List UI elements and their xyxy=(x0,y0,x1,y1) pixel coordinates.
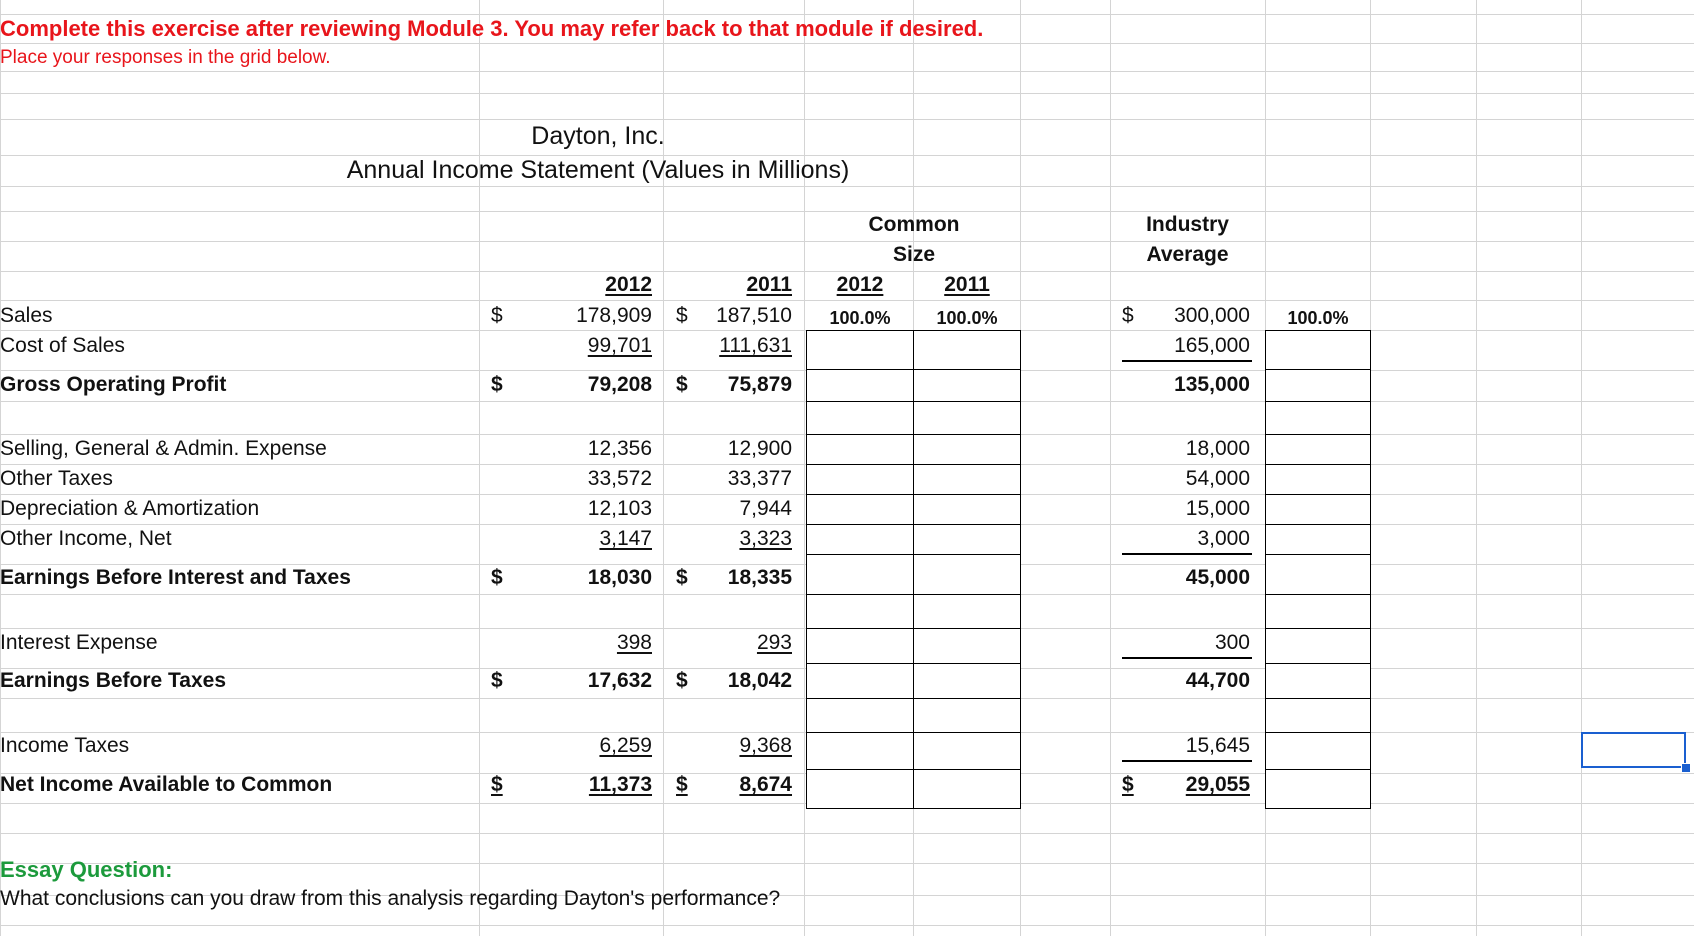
value-ni-2012: 11,373 xyxy=(588,773,652,796)
value-cos-2011: 111,631 xyxy=(719,334,792,357)
header-average: Average xyxy=(1146,243,1229,266)
fill-handle[interactable] xyxy=(1681,763,1691,773)
answer-cell-industry-ebt[interactable] xyxy=(1265,663,1371,699)
currency-sign: $ xyxy=(491,566,503,589)
answer-cell-industry-sga[interactable] xyxy=(1265,434,1371,465)
selected-cell[interactable] xyxy=(1581,732,1686,768)
answer-cell-blank2-2012[interactable] xyxy=(806,594,914,629)
row-label-ebt: Earnings Before Taxes xyxy=(0,669,227,692)
answer-cell-ebit-2011[interactable] xyxy=(913,554,1021,595)
answer-cell-blank3-2011[interactable] xyxy=(913,698,1021,733)
header-common: Common xyxy=(868,213,960,236)
answer-cell-taxes-2011[interactable] xyxy=(913,464,1021,495)
sum-rule xyxy=(1122,760,1252,762)
row-label-sga: Selling, General & Admin. Expense xyxy=(0,437,327,460)
row-label-gop: Gross Operating Profit xyxy=(0,373,227,396)
row-label-interest: Interest Expense xyxy=(0,631,158,654)
answer-cell-ni-2012[interactable] xyxy=(806,769,914,809)
answer-cell-industry-blank3[interactable] xyxy=(1265,698,1371,733)
header-year-2011: 2011 xyxy=(746,273,792,296)
currency-sign: $ xyxy=(676,773,688,796)
answer-cell-industry-interest[interactable] xyxy=(1265,628,1371,664)
value-sales-2012: 178,909 xyxy=(576,304,652,327)
header-year-2012: 2012 xyxy=(605,273,652,296)
grid-row-line xyxy=(0,43,1694,44)
value-inctax-2011: 9,368 xyxy=(739,734,792,757)
row-label-cos: Cost of Sales xyxy=(0,334,125,357)
grid-row-line xyxy=(0,925,1694,926)
answer-cell-interest-2012[interactable] xyxy=(806,628,914,664)
answer-cell-blank-2012[interactable] xyxy=(806,401,914,435)
answer-cell-industry-oin[interactable] xyxy=(1265,524,1371,555)
answer-cell-cos-2012[interactable] xyxy=(806,330,914,370)
answer-cell-industry-cos[interactable] xyxy=(1265,330,1371,370)
value-ni-2011: 8,674 xyxy=(739,773,792,796)
answer-cell-blank2-2011[interactable] xyxy=(913,594,1021,629)
answer-cell-blank3-2012[interactable] xyxy=(806,698,914,733)
grid-row-line xyxy=(0,71,1694,72)
row-label-other-taxes: Other Taxes xyxy=(0,467,113,490)
currency-sign: $ xyxy=(491,373,503,396)
currency-sign: $ xyxy=(676,304,688,327)
currency-sign: $ xyxy=(1122,773,1134,796)
header-size: Size xyxy=(892,243,936,266)
value-ebit-2011: 18,335 xyxy=(727,566,792,589)
row-label-sales: Sales xyxy=(0,304,53,327)
grid-row-line xyxy=(0,186,1694,187)
currency-sign: $ xyxy=(1122,304,1134,327)
value-sga-industry: 18,000 xyxy=(1185,437,1250,460)
essay-heading: Essay Question: xyxy=(0,857,173,882)
row-label-da: Depreciation & Amortization xyxy=(0,497,260,520)
currency-sign: $ xyxy=(491,669,503,692)
value-interest-2011: 293 xyxy=(756,631,792,654)
currency-sign: $ xyxy=(491,773,503,796)
value-oin-2012: 3,147 xyxy=(599,527,652,550)
answer-cell-gop-2012[interactable] xyxy=(806,369,914,402)
value-interest-industry: 300 xyxy=(1214,631,1250,654)
answer-cell-industry-ebit[interactable] xyxy=(1265,554,1371,595)
row-label-other-income: Other Income, Net xyxy=(0,527,172,550)
grid-row-line xyxy=(0,300,1694,301)
answer-cell-industry-ni[interactable] xyxy=(1265,769,1371,809)
sum-rule xyxy=(1122,553,1252,555)
statement-title: Annual Income Statement (Values in Millions) xyxy=(346,156,850,184)
answer-cell-ebt-2011[interactable] xyxy=(913,663,1021,699)
value-sales-industry-pct: 100.0% xyxy=(1287,308,1349,328)
value-cos-industry: 165,000 xyxy=(1174,334,1250,357)
value-gop-2011: 75,879 xyxy=(727,373,792,396)
answer-cell-industry-blank[interactable] xyxy=(1265,401,1371,435)
company-name: Dayton, Inc. xyxy=(531,122,665,150)
value-sales-cs-2011: 100.0% xyxy=(936,308,998,328)
header-industry: Industry xyxy=(1146,213,1229,236)
instruction-line-1: Complete this exercise after reviewing Module 3. You may refer back to that module if desired. xyxy=(0,16,984,41)
answer-cell-cos-2011[interactable] xyxy=(913,330,1021,370)
answer-cell-industry-gop[interactable] xyxy=(1265,369,1371,402)
value-sales-cs-2012: 100.0% xyxy=(829,308,891,328)
value-ebt-2012: 17,632 xyxy=(587,669,652,692)
answer-cell-blank-2011[interactable] xyxy=(913,401,1021,435)
answer-cell-inctax-2011[interactable] xyxy=(913,732,1021,770)
value-gop-industry: 135,000 xyxy=(1174,373,1250,396)
instruction-line-2: Place your responses in the grid below. xyxy=(0,47,331,68)
answer-cell-interest-2011[interactable] xyxy=(913,628,1021,664)
answer-cell-da-2011[interactable] xyxy=(913,494,1021,525)
value-da-2012: 12,103 xyxy=(587,497,652,520)
value-gop-2012: 79,208 xyxy=(587,373,652,396)
currency-sign: $ xyxy=(491,304,503,327)
value-da-industry: 15,000 xyxy=(1185,497,1250,520)
value-oin-industry: 3,000 xyxy=(1197,527,1250,550)
value-sales-industry: 300,000 xyxy=(1174,304,1250,327)
header-cs-2012: 2012 xyxy=(836,273,884,296)
header-cs-2011: 2011 xyxy=(944,273,990,296)
value-sga-2011: 12,900 xyxy=(727,437,792,460)
answer-cell-ebit-2012[interactable] xyxy=(806,554,914,595)
value-oin-2011: 3,323 xyxy=(739,527,792,550)
value-ni-industry: 29,055 xyxy=(1185,773,1250,796)
answer-cell-industry-blank2[interactable] xyxy=(1265,594,1371,629)
value-ebt-2011: 18,042 xyxy=(727,669,792,692)
row-label-net-income: Net Income Available to Common xyxy=(0,773,333,796)
answer-cell-industry-da[interactable] xyxy=(1265,494,1371,525)
answer-cell-sga-2011[interactable] xyxy=(913,434,1021,465)
essay-question: What conclusions can you draw from this analysis regarding Dayton's performance? xyxy=(0,887,781,910)
answer-cell-oin-2012[interactable] xyxy=(806,524,914,555)
grid-column-line xyxy=(1581,0,1582,936)
value-ebit-industry: 45,000 xyxy=(1185,566,1250,589)
grid-row-line xyxy=(0,93,1694,94)
sum-rule xyxy=(1122,360,1252,362)
answer-cell-ni-2011[interactable] xyxy=(913,769,1021,809)
answer-cell-sga-2012[interactable] xyxy=(806,434,914,465)
value-sga-2012: 12,356 xyxy=(587,437,652,460)
value-ebit-2012: 18,030 xyxy=(587,566,652,589)
grid-column-line xyxy=(1110,0,1111,936)
row-label-income-taxes: Income Taxes xyxy=(0,734,130,757)
grid-column-line xyxy=(1476,0,1477,936)
grid-row-line xyxy=(0,119,1694,120)
currency-sign: $ xyxy=(676,566,688,589)
value-interest-2012: 398 xyxy=(616,631,652,654)
value-ebt-industry: 44,700 xyxy=(1185,669,1250,692)
currency-sign: $ xyxy=(676,669,688,692)
answer-cell-inctax-2012[interactable] xyxy=(806,732,914,770)
answer-cell-industry-inctax[interactable] xyxy=(1265,732,1371,770)
answer-cell-gop-2011[interactable] xyxy=(913,369,1021,402)
grid-row-line xyxy=(0,833,1694,834)
answer-cell-ebt-2012[interactable] xyxy=(806,663,914,699)
currency-sign: $ xyxy=(676,373,688,396)
answer-cell-oin-2011[interactable] xyxy=(913,524,1021,555)
value-inctax-2012: 6,259 xyxy=(599,734,652,757)
value-inctax-industry: 15,645 xyxy=(1185,734,1250,757)
value-sales-2011: 187,510 xyxy=(716,304,792,327)
grid-row-line xyxy=(0,863,1694,864)
answer-cell-taxes-2012[interactable] xyxy=(806,464,914,495)
grid-row-line xyxy=(0,14,1694,15)
value-taxes-industry: 54,000 xyxy=(1185,467,1250,490)
value-cos-2012: 99,701 xyxy=(587,334,652,357)
sum-rule xyxy=(1122,657,1252,659)
value-da-2011: 7,944 xyxy=(739,497,792,520)
value-taxes-2011: 33,377 xyxy=(727,467,792,490)
answer-cell-da-2012[interactable] xyxy=(806,494,914,525)
answer-cell-industry-taxes[interactable] xyxy=(1265,464,1371,495)
row-label-ebit: Earnings Before Interest and Taxes xyxy=(0,566,351,589)
value-taxes-2012: 33,572 xyxy=(587,467,652,490)
